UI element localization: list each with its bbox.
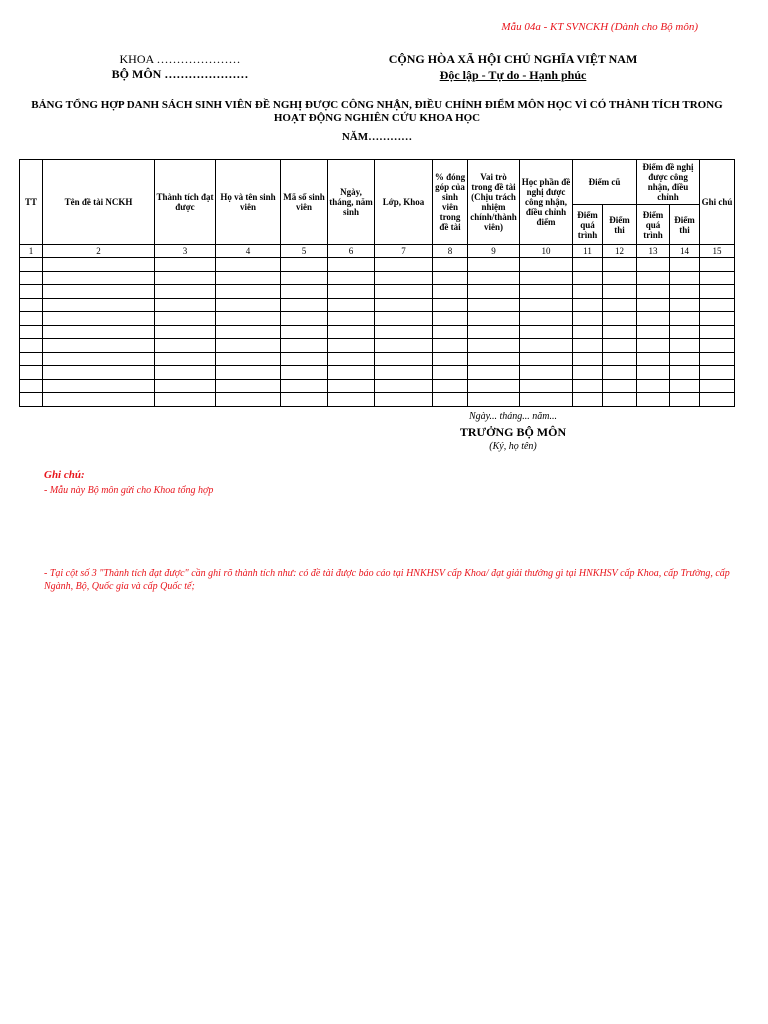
table-cell [700, 366, 735, 380]
table-cell [468, 366, 520, 380]
table-cell [328, 298, 375, 312]
table-row [20, 258, 735, 272]
table-cell [603, 366, 637, 380]
table-cell [433, 298, 468, 312]
table-cell [433, 352, 468, 366]
col-number: 13 [637, 245, 670, 258]
table-cell [700, 258, 735, 272]
col-number: 8 [433, 245, 468, 258]
col-number: 14 [670, 245, 700, 258]
table-cell [573, 298, 603, 312]
table-row [20, 285, 735, 299]
form-code: Mẫu 04a - KT SVNCKH (Dành cho Bộ môn) [501, 21, 698, 33]
table-cell [281, 325, 328, 339]
table-cell [573, 352, 603, 366]
table-cell [573, 379, 603, 393]
table-cell [281, 298, 328, 312]
table-cell [375, 298, 433, 312]
table-cell [20, 258, 43, 272]
table-cell [520, 339, 573, 353]
table-cell [700, 285, 735, 299]
table-cell [43, 271, 155, 285]
table-cell [670, 352, 700, 366]
table-cell [573, 285, 603, 299]
table-cell [375, 325, 433, 339]
table-cell [281, 285, 328, 299]
header-role: Vai trò trong đề tài (Chịu trách nhiệm chính/thành viên) [468, 160, 520, 245]
table-cell [216, 258, 281, 272]
table-cell [468, 312, 520, 326]
table-cell [700, 393, 735, 407]
header-subject: Học phần đề nghị được công nhận, điều chỉnh điểm [520, 160, 573, 245]
table-cell [375, 339, 433, 353]
header-contribution: % đóng góp của sinh viên trong đề tài [433, 160, 468, 245]
header-class: Lớp, Khoa [375, 160, 433, 245]
table-cell [603, 258, 637, 272]
table-cell [433, 271, 468, 285]
col-number: 15 [700, 245, 735, 258]
table-cell [155, 285, 216, 299]
table-cell [43, 352, 155, 366]
table-cell [573, 312, 603, 326]
table-cell [670, 393, 700, 407]
header-student-id: Mã số sinh viên [281, 160, 328, 245]
table-cell [700, 271, 735, 285]
national-header [370, 51, 656, 83]
table-cell [375, 366, 433, 380]
table-cell [216, 352, 281, 366]
table-cell [433, 325, 468, 339]
bo-mon-line: BỘ MÔN ………………… [111, 67, 249, 81]
table-cell [468, 339, 520, 353]
table-cell [328, 285, 375, 299]
header-student-name: Họ và tên sinh viên [216, 160, 281, 245]
table-cell [433, 312, 468, 326]
motto: Độc lập - Tự do - Hạnh phúc [439, 68, 587, 82]
document-title: BẢNG TỔNG HỢP DANH SÁCH SINH VIÊN ĐỀ NGHỊ ĐƯỢC CÔNG NHẬN, ĐIỀU CHỈNH ĐIỂM MÔN HỌC VÌ CÓ THÀNH TÍCH TRONG HOẠT ĐỘNG NGHIÊN CỨU KHOA HỌC [31, 99, 723, 124]
table-cell [328, 271, 375, 285]
table-cell [328, 352, 375, 366]
table-cell [468, 258, 520, 272]
table-cell [433, 285, 468, 299]
table-cell [328, 258, 375, 272]
table-cell [281, 339, 328, 353]
col-number: 3 [155, 245, 216, 258]
table-row [20, 339, 735, 353]
table-cell [603, 271, 637, 285]
table-cell [43, 258, 155, 272]
table-cell [637, 271, 670, 285]
table-cell [43, 366, 155, 380]
table-cell [520, 366, 573, 380]
table-cell [155, 393, 216, 407]
header-old-exam: Điểm thi [603, 205, 637, 245]
table-cell [520, 393, 573, 407]
table-cell [637, 325, 670, 339]
table-cell [216, 379, 281, 393]
table-cell [155, 298, 216, 312]
col-number: 7 [375, 245, 433, 258]
table-cell [216, 298, 281, 312]
table-cell [216, 366, 281, 380]
table-row [20, 271, 735, 285]
table-cell [328, 325, 375, 339]
header-topic: Tên đề tài NCKH [43, 160, 155, 245]
table-cell [375, 352, 433, 366]
table-cell [216, 271, 281, 285]
header-tt: TT [20, 160, 43, 245]
table-cell [375, 393, 433, 407]
table-row [20, 352, 735, 366]
table-cell [637, 298, 670, 312]
table-cell [520, 285, 573, 299]
table-cell [468, 285, 520, 299]
table-cell [603, 379, 637, 393]
nation-name: CỘNG HÒA XÃ HỘI CHỦ NGHĨA VIỆT NAM [388, 52, 638, 66]
header-old-process: Điểm quá trình [573, 205, 603, 245]
table-cell [520, 379, 573, 393]
table-cell [603, 325, 637, 339]
table-cell [20, 285, 43, 299]
table-cell [670, 339, 700, 353]
table-cell [20, 312, 43, 326]
table-cell [520, 271, 573, 285]
table-cell [468, 393, 520, 407]
table-cell [520, 312, 573, 326]
col-number: 11 [573, 245, 603, 258]
table-cell [216, 312, 281, 326]
unit-header [100, 52, 260, 82]
table-cell [216, 325, 281, 339]
table-cell [520, 258, 573, 272]
col-number: 2 [43, 245, 155, 258]
table-cell [43, 298, 155, 312]
table-cell [375, 379, 433, 393]
table-cell [281, 312, 328, 326]
table-cell [637, 366, 670, 380]
table-cell [20, 379, 43, 393]
table-cell [670, 285, 700, 299]
table-cell [155, 366, 216, 380]
blank-rows [20, 258, 735, 407]
table-cell [573, 393, 603, 407]
table-cell [281, 271, 328, 285]
table-cell [573, 325, 603, 339]
table-cell [281, 258, 328, 272]
table-cell [603, 352, 637, 366]
table-cell [375, 312, 433, 326]
table-cell [155, 312, 216, 326]
table-cell [20, 366, 43, 380]
table-cell [637, 258, 670, 272]
note-line-1: - Mẫu này Bộ môn gửi cho Khoa tổng hợp [44, 485, 214, 496]
table-cell [637, 312, 670, 326]
table-cell [155, 352, 216, 366]
table-row [20, 379, 735, 393]
table-cell [433, 258, 468, 272]
table-cell [216, 393, 281, 407]
signature-date: Ngày... tháng... năm... [468, 411, 558, 422]
table-cell [603, 393, 637, 407]
khoa-line: KHOA ………………… [119, 52, 241, 66]
table-cell [43, 325, 155, 339]
table-row [20, 298, 735, 312]
col-number: 4 [216, 245, 281, 258]
table-cell [328, 366, 375, 380]
table-cell [433, 393, 468, 407]
table-cell [328, 379, 375, 393]
table-cell [155, 258, 216, 272]
header-new-process: Điểm quá trình [637, 205, 670, 245]
table-cell [670, 379, 700, 393]
table-cell [603, 285, 637, 299]
col-number: 1 [20, 245, 43, 258]
table-cell [375, 285, 433, 299]
table-cell [700, 325, 735, 339]
col-number: 6 [328, 245, 375, 258]
table-cell [520, 298, 573, 312]
table-row [20, 366, 735, 380]
table-cell [700, 339, 735, 353]
table-cell [670, 258, 700, 272]
student-table [19, 159, 735, 407]
table-cell [468, 298, 520, 312]
table-row [20, 393, 735, 407]
header-old-score: Điểm cũ [573, 160, 637, 205]
table-cell [20, 298, 43, 312]
table-cell [468, 379, 520, 393]
signature-role: TRƯỞNG BỘ MÔN [459, 425, 567, 439]
table-cell [573, 258, 603, 272]
table-cell [155, 339, 216, 353]
table-cell [43, 312, 155, 326]
table-cell [637, 339, 670, 353]
table-cell [670, 312, 700, 326]
table-cell [433, 379, 468, 393]
table-cell [43, 339, 155, 353]
table-row [20, 325, 735, 339]
table-cell [637, 379, 670, 393]
table-cell [637, 285, 670, 299]
table-cell [603, 339, 637, 353]
table-cell [670, 298, 700, 312]
table-cell [155, 325, 216, 339]
table-cell [20, 352, 43, 366]
table-cell [468, 325, 520, 339]
table-cell [375, 271, 433, 285]
table-cell [155, 271, 216, 285]
table-cell [281, 379, 328, 393]
table-cell [20, 339, 43, 353]
table-cell [281, 352, 328, 366]
notes-title: Ghi chú: [44, 469, 85, 481]
table-cell [328, 393, 375, 407]
table-cell [216, 285, 281, 299]
table-cell [20, 325, 43, 339]
col-number: 12 [603, 245, 637, 258]
table-cell [670, 366, 700, 380]
table-cell [520, 352, 573, 366]
table-cell [20, 271, 43, 285]
table-cell [375, 258, 433, 272]
note-line-2: - Tại cột số 3 "Thành tích đạt được" cần ghi rõ thành tích như: có đề tài được báo cáo tại HNKHSV cấp Khoa/ đạt giải thưởng gì tại HNKHSV cấp Khoa, cấp Trường, cấp Ngành, Bộ, Quốc gia và cấp Quốc tế; [44, 568, 730, 592]
table-cell [281, 393, 328, 407]
table-cell [328, 312, 375, 326]
table-cell [433, 366, 468, 380]
table-cell [670, 325, 700, 339]
table-cell [637, 393, 670, 407]
table-cell [281, 366, 328, 380]
table-cell [573, 366, 603, 380]
table-cell [155, 379, 216, 393]
column-number-row [20, 245, 735, 258]
table-cell [468, 352, 520, 366]
table-cell [43, 285, 155, 299]
table-cell [700, 312, 735, 326]
table-cell [700, 298, 735, 312]
col-number: 5 [281, 245, 328, 258]
year-line: NĂM………… [341, 131, 413, 143]
table-cell [20, 393, 43, 407]
signature-hint: (Ký, họ tên) [489, 441, 537, 452]
table-cell [603, 298, 637, 312]
table-cell [43, 379, 155, 393]
signature-block [430, 410, 596, 453]
table-cell [468, 271, 520, 285]
col-number: 9 [468, 245, 520, 258]
table-cell [670, 271, 700, 285]
header-dob: Ngày, tháng, năm sinh [328, 160, 375, 245]
table-cell [603, 312, 637, 326]
header-new-exam: Điểm thi [670, 205, 700, 245]
table-cell [328, 339, 375, 353]
header-achievement: Thành tích đạt được [155, 160, 216, 245]
table-cell [700, 352, 735, 366]
table-cell [433, 339, 468, 353]
table-cell [637, 352, 670, 366]
table-cell [43, 393, 155, 407]
table-cell [573, 271, 603, 285]
table-cell [700, 379, 735, 393]
header-new-score: Điểm đề nghị được công nhận, điều chỉnh [637, 160, 700, 205]
col-number: 10 [520, 245, 573, 258]
table-cell [520, 325, 573, 339]
table-row [20, 312, 735, 326]
table-cell [573, 339, 603, 353]
header-note: Ghi chú [700, 160, 735, 245]
table-cell [216, 339, 281, 353]
